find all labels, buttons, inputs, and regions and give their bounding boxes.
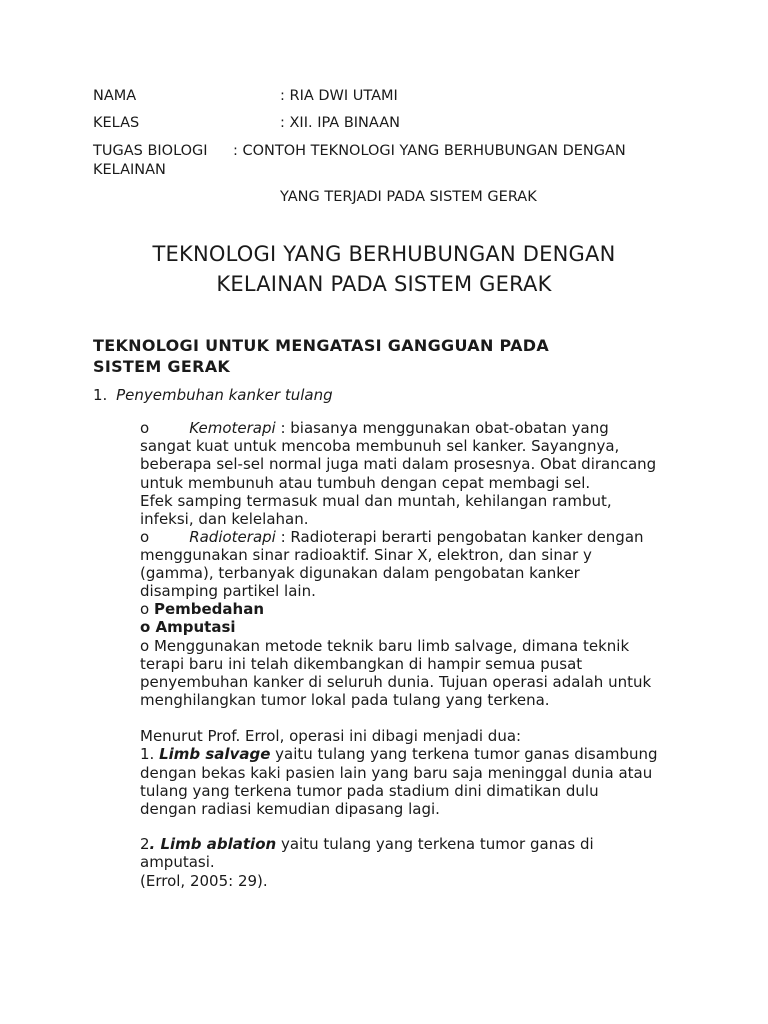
amputasi-item: o Amputasi bbox=[140, 618, 236, 636]
limb-ablation-term: . Limb ablation bbox=[149, 835, 277, 853]
page-title-line-2: KELAINAN PADA SISTEM GERAK bbox=[216, 272, 552, 296]
pembedahan-term: Pembedahan bbox=[153, 600, 265, 618]
radioterapi-first-line bbox=[140, 528, 644, 546]
kemoterapi-term: Kemoterapi bbox=[189, 419, 276, 437]
errol-item-1-first-line bbox=[140, 745, 658, 763]
kelas-label: KELAS bbox=[93, 115, 140, 131]
errol-item-1-line: dengan radiasi kemudian dipasang lagi. bbox=[140, 800, 440, 818]
tugas-wrap: KELAINAN bbox=[93, 162, 166, 178]
kemoterapi-line: beberapa sel-sel normal juga mati dalam prosesnya. Obat dirancang bbox=[140, 455, 657, 473]
item-title: Penyembuhan kanker tulang bbox=[116, 386, 333, 404]
errol-item-2-text: yaitu tulang yang terkena tumor ganas di bbox=[276, 835, 594, 853]
errol-item-1-line: dengan bekas kaki pasien lain yang baru saja meninggal dunia atau bbox=[140, 764, 653, 782]
limb-salvage-term: Limb salvage bbox=[159, 745, 271, 763]
errol-item-2-line: amputasi. bbox=[140, 853, 215, 871]
tugas-value: : CONTOH TEKNOLOGI YANG BERHUBUNGAN DENGAN bbox=[233, 143, 626, 159]
salvage-line: terapi baru ini telah dikembangkan di hampir semua pusat bbox=[140, 655, 583, 673]
nama-value: : RIA DWI UTAMI bbox=[280, 88, 398, 104]
errol-item-1-text: yaitu tulang yang terkena tumor ganas disambung bbox=[270, 745, 658, 763]
pembedahan-item bbox=[140, 600, 264, 618]
tugas-label: TUGAS BIOLOGI bbox=[93, 143, 208, 159]
errol-item-1-number: 1. bbox=[140, 745, 160, 763]
nama-label: NAMA bbox=[93, 88, 137, 104]
kemoterapi-line: untuk membunuh atau tumbuh dengan cepat membagi sel. bbox=[140, 474, 591, 492]
kemoterapi-text: : biasanya menggunakan obat-obatan yang bbox=[275, 419, 609, 437]
errol-item-2-first-line bbox=[140, 835, 594, 853]
radioterapi-term: Radioterapi bbox=[189, 528, 276, 546]
page-title-line-1: TEKNOLOGI YANG BERHUBUNGAN DENGAN bbox=[152, 242, 616, 266]
bullet-marker: o bbox=[140, 528, 150, 546]
bullet-marker: o bbox=[140, 419, 150, 437]
kelas-value: : XII. IPA BINAAN bbox=[280, 115, 400, 131]
salvage-line: menghilangkan tumor lokal pada tulang yang terkena. bbox=[140, 691, 550, 709]
citation: (Errol, 2005: 29). bbox=[140, 872, 268, 890]
errol-intro: Menurut Prof. Errol, operasi ini dibagi menjadi dua: bbox=[140, 727, 522, 745]
salvage-line: o Menggunakan metode teknik baru limb salvage, dimana teknik bbox=[140, 637, 630, 655]
kemoterapi-line: Efek samping termasuk mual dan muntah, kehilangan rambut, bbox=[140, 492, 612, 510]
item-number: 1. bbox=[93, 386, 108, 404]
radioterapi-line: (gamma), terbanyak digunakan dalam pengobatan kanker bbox=[140, 564, 580, 582]
errol-item-2-number: 2 bbox=[140, 835, 150, 853]
bullet-marker: o bbox=[140, 600, 150, 618]
numbered-item-1 bbox=[93, 386, 333, 404]
radioterapi-line: menggunakan sinar radioaktif. Sinar X, elektron, dan sinar y bbox=[140, 546, 592, 564]
radioterapi-text: : Radioterapi berarti pengobatan kanker dengan bbox=[275, 528, 644, 546]
kemoterapi-line: sangat kuat untuk mencoba membunuh sel kanker. Sayangnya, bbox=[140, 437, 620, 455]
section-heading-line-1: TEKNOLOGI UNTUK MENGATASI GANGGUAN PADA bbox=[93, 336, 550, 355]
salvage-line: penyembuhan kanker di seluruh dunia. Tujuan operasi adalah untuk bbox=[140, 673, 652, 691]
errol-item-1-line: tulang yang terkena tumor pada stadium dini dimatikan dulu bbox=[140, 782, 599, 800]
radioterapi-line: disamping partikel lain. bbox=[140, 582, 316, 600]
kemoterapi-line: infeksi, dan kelelahan. bbox=[140, 510, 309, 528]
kemoterapi-first-line bbox=[140, 419, 609, 437]
section-heading-line-2: SISTEM GERAK bbox=[93, 357, 231, 376]
tugas-continuation: YANG TERJADI PADA SISTEM GERAK bbox=[280, 189, 537, 205]
